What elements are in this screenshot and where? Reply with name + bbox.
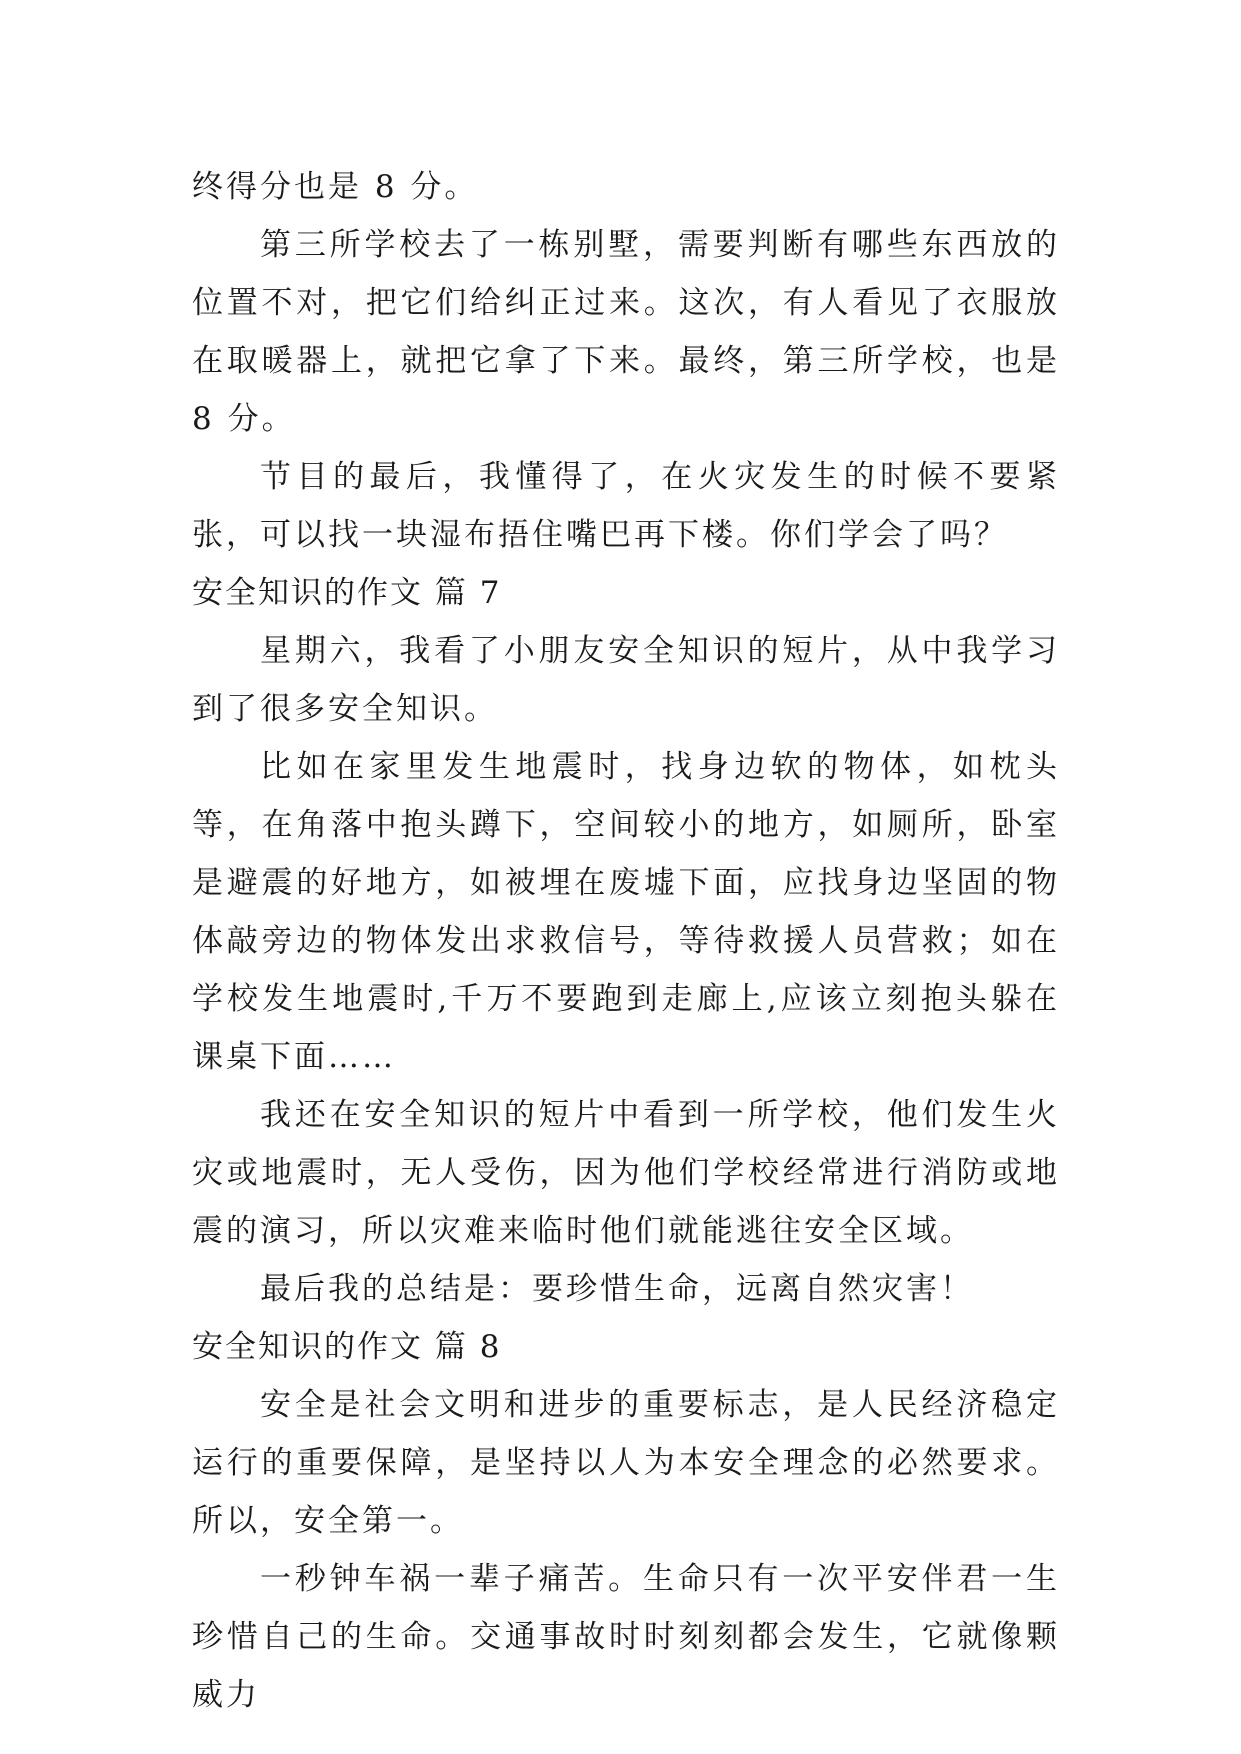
document-body <box>192 158 1060 1724</box>
section-heading: 安全知识的作文 篇 7 <box>192 575 502 611</box>
paragraph: 安全是社会文明和进步的重要标志，是人民经济稳定运行的重要保障，是坚持以人为本安全理念的必然要求。所以，安全第一。 <box>192 1387 1060 1539</box>
paragraph: 一秒钟车祸一辈子痛苦。生命只有一次平安伴君一生珍惜自己的生命。交通事故时时刻刻都会发生，它就像颗威力 <box>192 1561 1060 1713</box>
paragraph: 第三所学校去了一栋别墅，需要判断有哪些东西放的位置不对，把它们给纠正过来。这次，有人看见了衣服放在取暖器上，就把它拿了下来。最终，第三所学校，也是 8 分。 <box>192 227 1060 437</box>
paragraph: 星期六，我看了小朋友安全知识的短片，从中我学习到了很多安全知识。 <box>192 633 1060 727</box>
paragraph: 节目的最后，我懂得了，在火灾发生的时候不要紧张，可以找一块湿布捂住嘴巴再下楼。你们学会了吗？ <box>192 459 1060 553</box>
section-heading: 安全知识的作文 篇 8 <box>192 1329 502 1365</box>
paragraph: 比如在家里发生地震时，找身边软的物体，如枕头等，在角落中抱头蹲下，空间较小的地方，如厕所，卧室是避震的好地方，如被埋在废墟下面，应找身边坚固的物体敲旁边的物体发出求救信号，等待救援人员营救；如在学校发生地震时,千万不要跑到走廊上,应该立刻抱头躲在课桌下面…… <box>192 749 1060 1075</box>
paragraph: 终得分也是 8 分。 <box>192 169 479 205</box>
paragraph: 最后我的总结是：要珍惜生命，远离自然灾害！ <box>260 1271 974 1307</box>
paragraph: 我还在安全知识的短片中看到一所学校，他们发生火灾或地震时，无人受伤，因为他们学校经常进行消防或地震的演习，所以灾难来临时他们就能逃往安全区域。 <box>192 1097 1060 1249</box>
